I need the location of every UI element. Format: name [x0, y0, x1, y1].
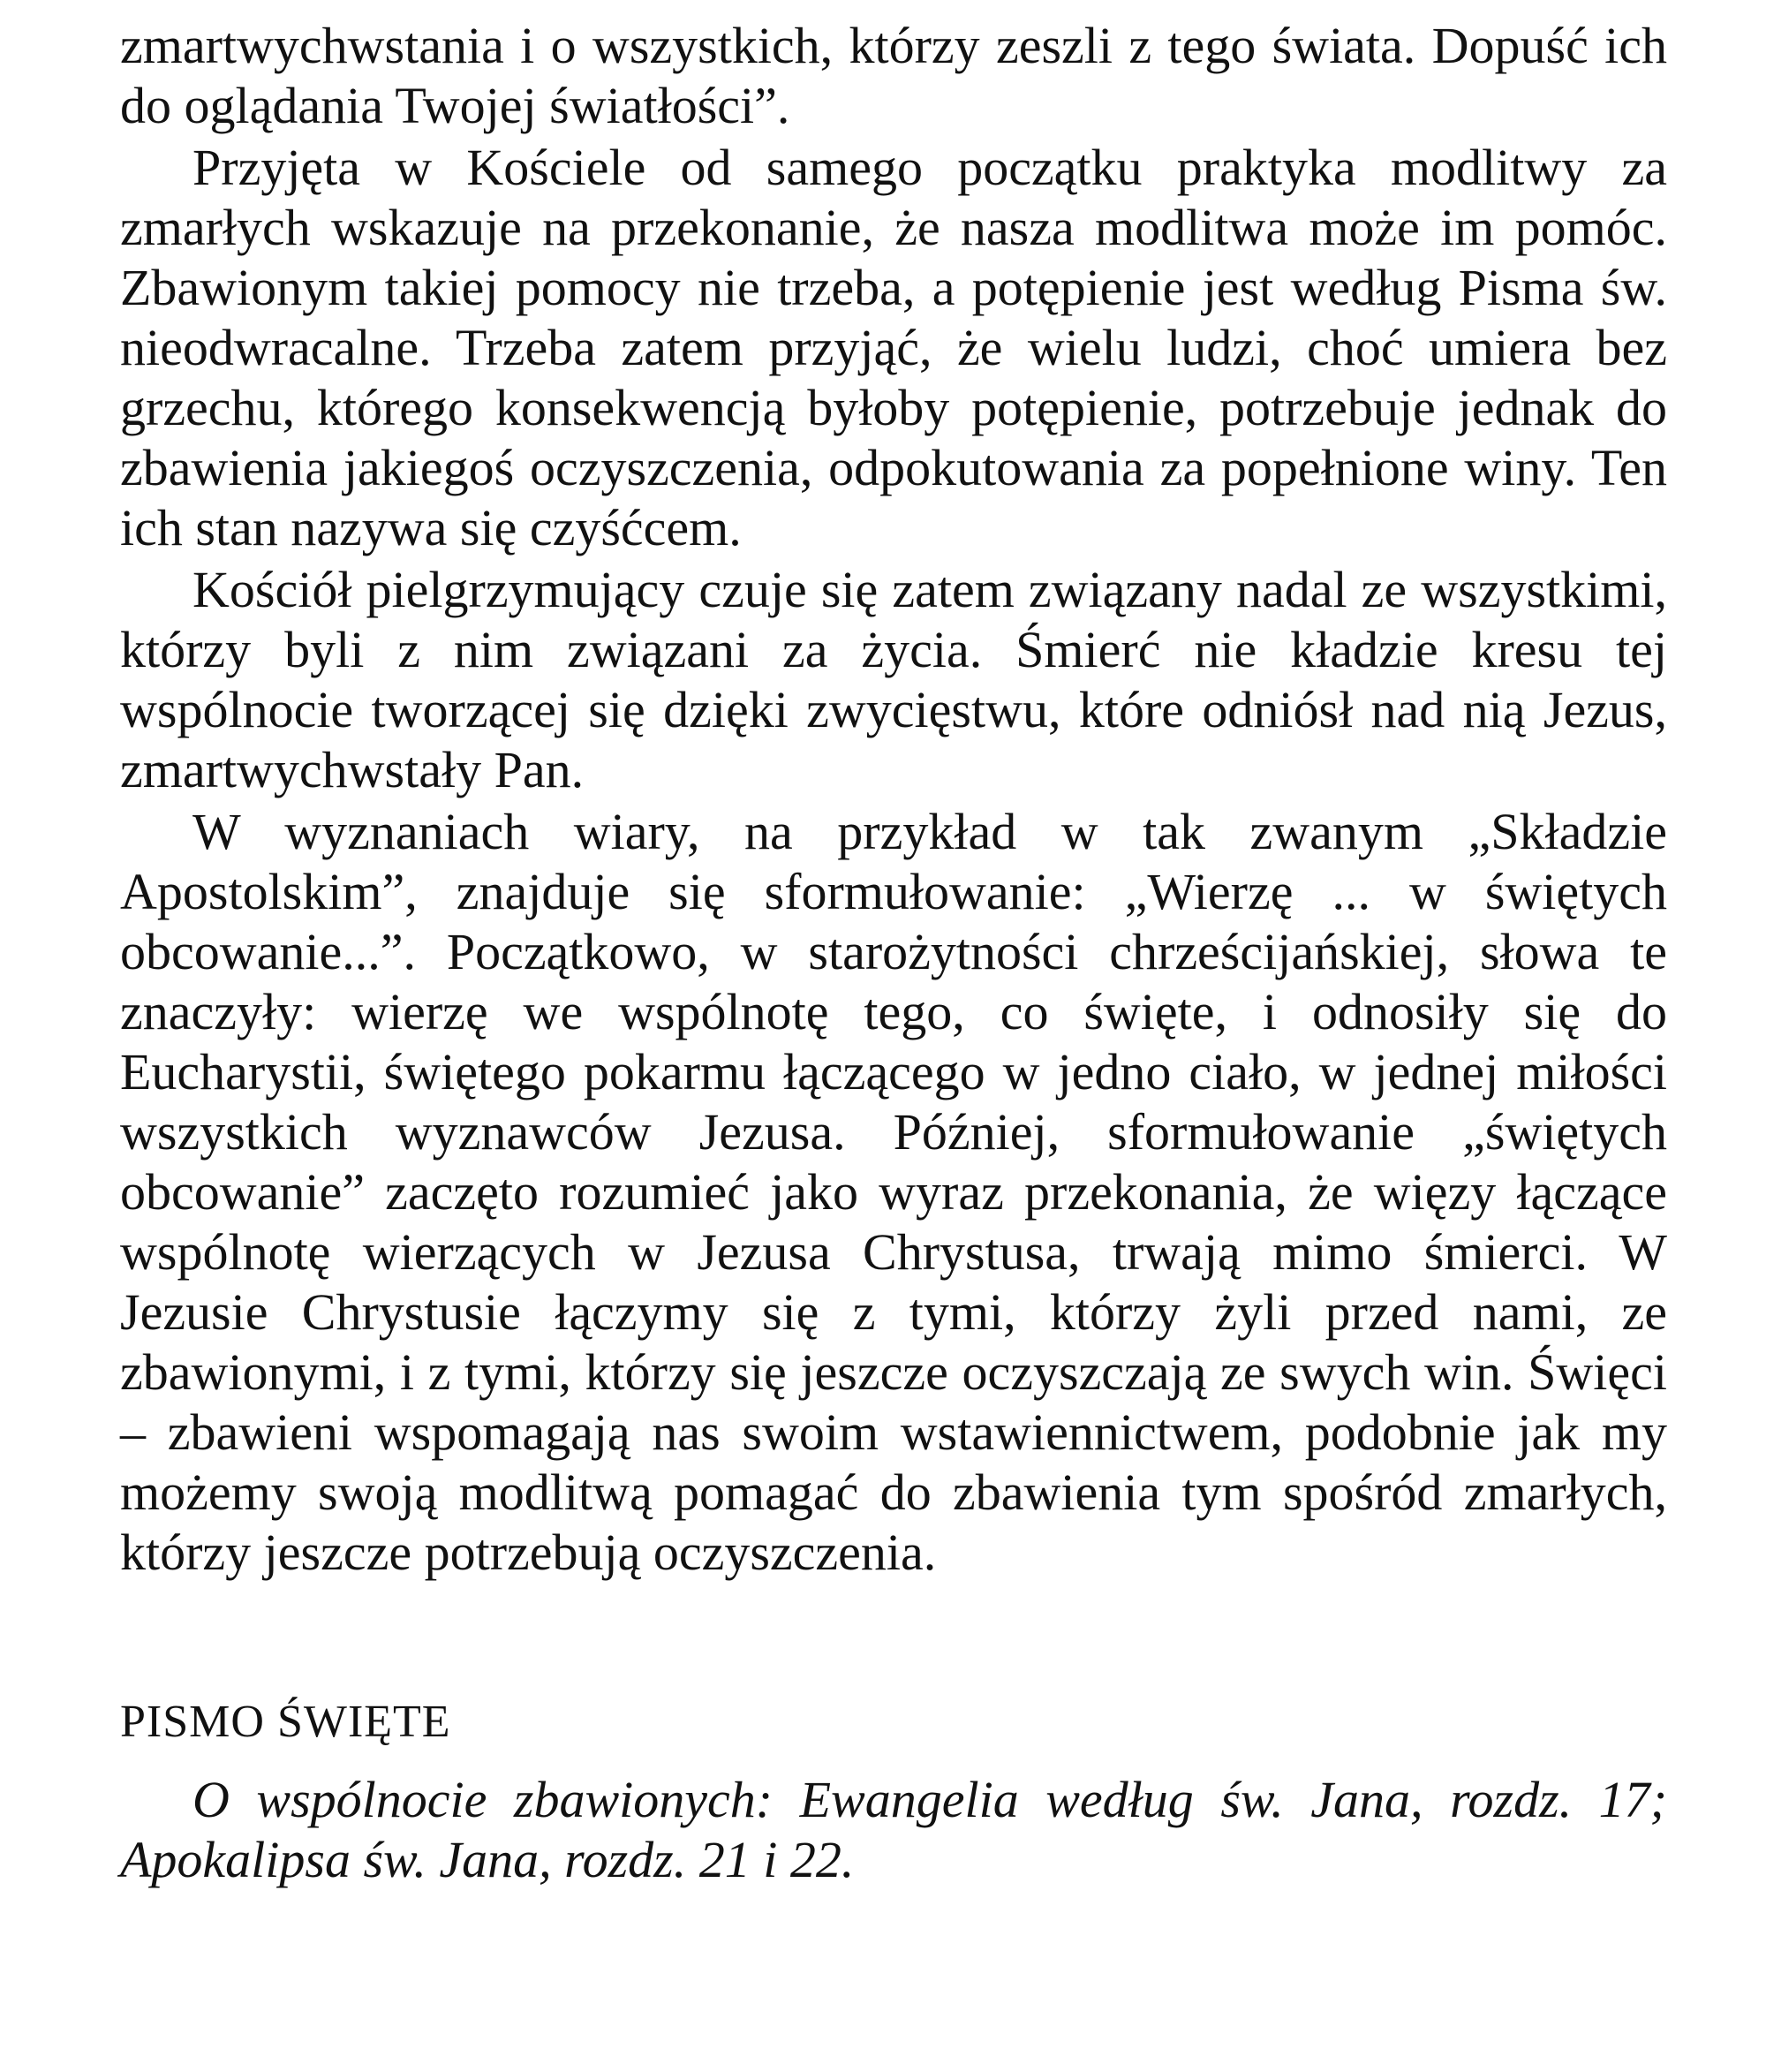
paragraph-pilgrim-church: Kościół pielgrzymujący czuje się zatem związany nadal ze wszystkimi, którzy byli z nim związani za życia. Śmierć nie kładzie kresu tej wspólnocie tworzącej się dzięki zwycięstwu, które odniósł nad nią Jezus, zmartwychwstały Pan. [120, 561, 1667, 798]
document-page [120, 16, 1667, 1890]
section-title: PISMO ŚWIĘTE [120, 1697, 451, 1747]
paragraph-prayer-for-dead: Przyjęta w Kościele od samego początku praktyka modlitwy za zmarłych wskazuje na przekonanie, że nasza modlitwa może im pomóc. Zbawionym takiej pomocy nie trzeba, a potępienie jest według Pisma św. nieodwracalne. Trzeba zatem przyjąć, że wielu ludzi, choć umiera bez grzechu, którego konsekwencją byłoby potępienie, potrzebuje jednak do zbawienia jakiegoś oczyszczenia, odpokutowania za popełnione winy. Ten ich stan nazywa się czyśćcem. [120, 139, 1667, 556]
paragraph-continuation: zmartwychwstania i o wszystkich, którzy zeszli z tego świata. Dopuść ich do oglądania Twojej światłości”. [120, 17, 1667, 134]
scripture-reference: O wspólnocie zbawionych: Ewangelia według św. Jana, rozdz. 17; Apokalipsa św. Jana, rozdz. 21 i 22. [120, 1771, 1667, 1888]
paragraph-communion-of-saints: W wyznaniach wiary, na przykład w tak zwanym „Składzie Apostolskim”, znajduje się sformułowanie: „Wierzę ... w świętych obcowanie...”. Początkowo, w starożytności chrześcijańskiej, słowa te znaczyły: wierzę we wspólnotę tego, co święte, i odnosiły się do Eucharystii, świętego pokarmu łączącego w jedno ciało, w jednej miłości wszystkich wyznawców Jezusa. Później, sformułowanie „świętych obcowanie” zaczęto rozumieć jako wyraz przekonania, że więzy łączące wspólnotę wierzących w Jezusa Chrystusa, trwają mimo śmierci. W Jezusie Chrystusie łączymy się z tymi, którzy żyli przed nami, ze zbawionymi, i z tymi, którzy się jeszcze oczyszczają ze swych win. Święci – zbawieni wspomagają nas swoim wstawiennictwem, podobnie jak my możemy swoją modlitwą pomagać do zbawienia tym spośród zmarłych, którzy jeszcze potrzebują oczyszczenia. [120, 803, 1667, 1581]
